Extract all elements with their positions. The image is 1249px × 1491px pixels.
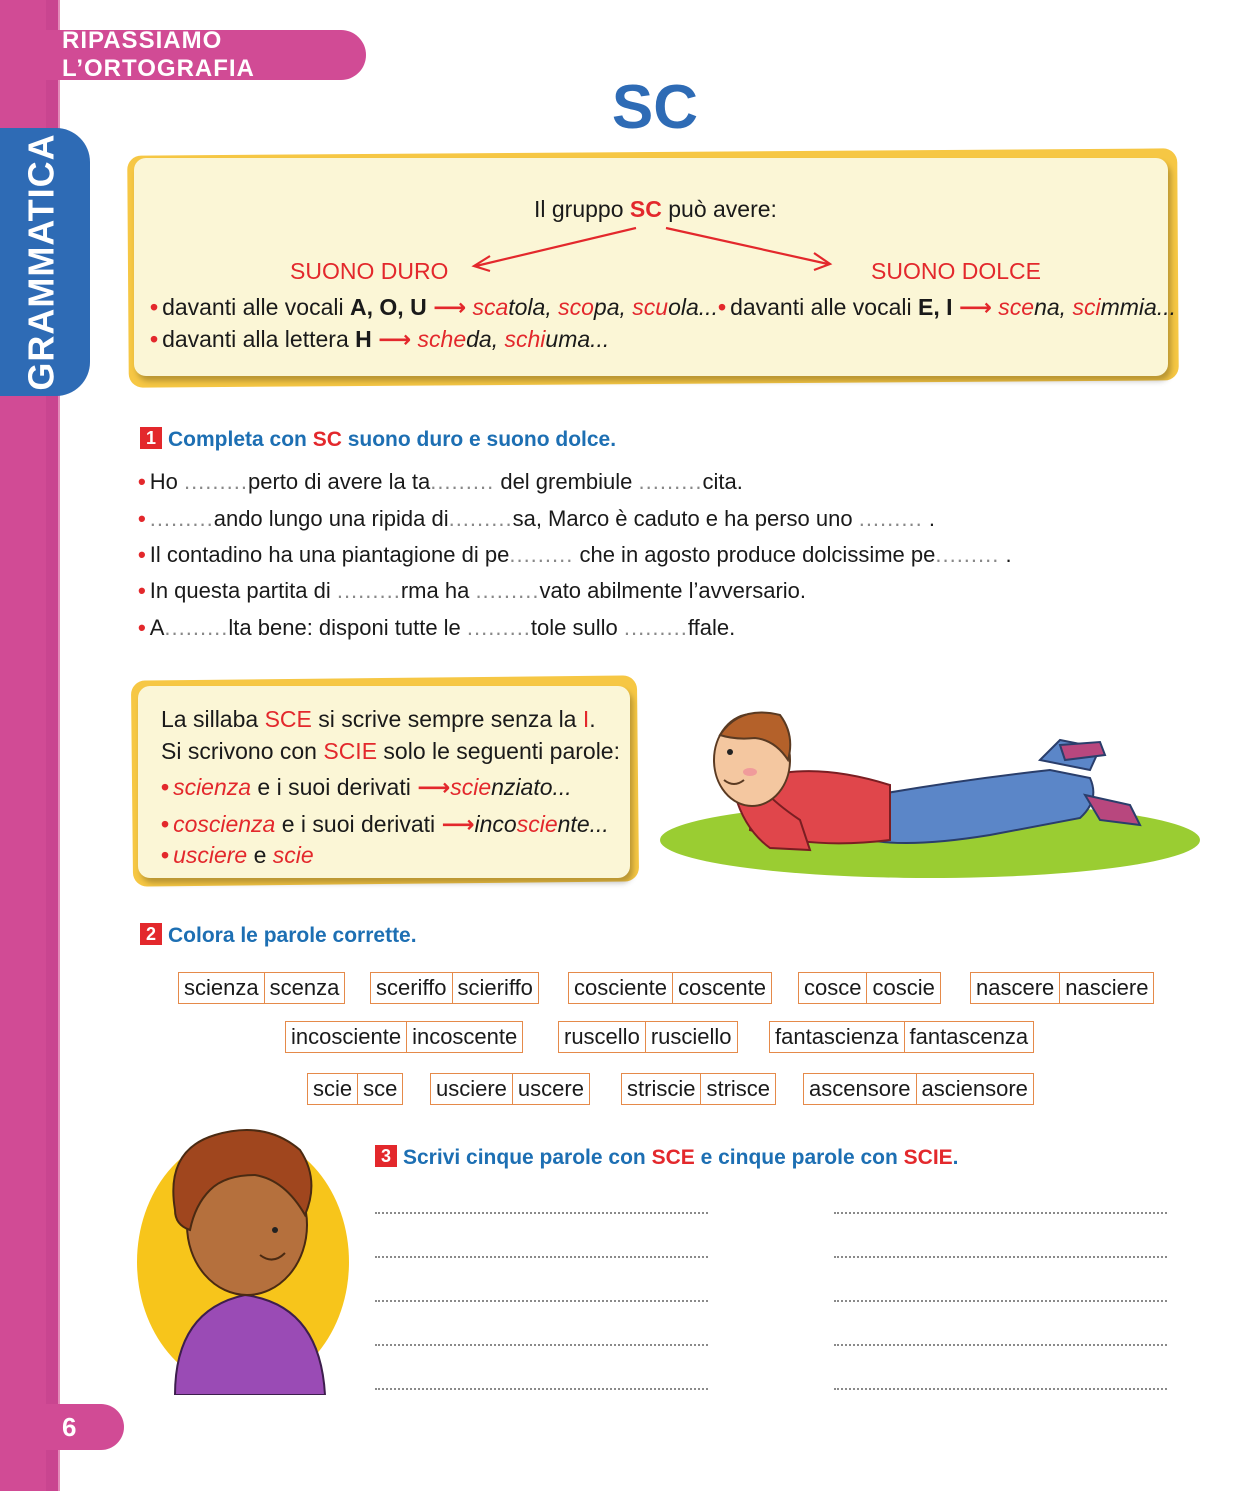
word-option[interactable]: ascensore bbox=[809, 1076, 911, 1101]
word-pair bbox=[568, 972, 772, 1004]
word-option[interactable]: scienza bbox=[184, 975, 259, 1000]
word-pair bbox=[430, 1073, 590, 1105]
answer-line-sce[interactable] bbox=[375, 1212, 708, 1214]
exercise3-heading: 3 Scrivi cinque parole con SCE e cinque parole con SCIE. bbox=[375, 1145, 959, 1170]
sce-rule-item-coscienza: • coscienza e i suoi derivati ⟶incosciente... bbox=[161, 811, 609, 837]
exercise2-number: 2 bbox=[140, 923, 162, 945]
word-pair bbox=[798, 972, 941, 1004]
grammar-side-text: GRAMMATICA bbox=[21, 133, 63, 391]
word-option[interactable]: usciere bbox=[436, 1076, 507, 1101]
sce-rule-item-usciere: • usciere e scie bbox=[161, 842, 314, 868]
grammar-side-label bbox=[12, 128, 72, 396]
word-option[interactable]: coscente bbox=[672, 973, 771, 1003]
soft-rule-vowels: • davanti alle vocali E, I ⟶ scena, scimmia... bbox=[718, 294, 1176, 320]
word-pair bbox=[178, 972, 345, 1004]
answer-line-sce[interactable] bbox=[375, 1388, 708, 1390]
page-title: SC bbox=[611, 73, 699, 142]
arrow-icon: ⟶ bbox=[378, 326, 412, 352]
arrow-icon: ⟶ bbox=[433, 294, 467, 320]
word-option[interactable]: sceriffo bbox=[376, 975, 447, 1000]
word-option[interactable]: incoscente bbox=[406, 1022, 522, 1052]
exercise1-line-5: • A.........lta bene: disponi tutte le .........tole sullo .........ffale. bbox=[138, 615, 736, 640]
arrow-icon: ⟶ bbox=[417, 774, 451, 800]
word-pair bbox=[803, 1073, 1034, 1105]
rule-intro: Il gruppo SC può avere: bbox=[534, 196, 777, 222]
boy-lying-illustration bbox=[660, 700, 1205, 885]
answer-line-scie[interactable] bbox=[834, 1212, 1167, 1214]
hard-rule-h: • davanti alla lettera H ⟶ scheda, schiuma... bbox=[150, 326, 610, 352]
word-option[interactable]: incosciente bbox=[291, 1024, 402, 1049]
word-option[interactable]: sce bbox=[357, 1074, 402, 1104]
exercise1-heading: 1 Completa con SC suono duro e suono dolce. bbox=[140, 427, 616, 452]
word-option[interactable]: fantascienza bbox=[775, 1024, 899, 1049]
word-option[interactable]: striscie bbox=[627, 1076, 696, 1101]
exercise1-line-3: • Il contadino ha una piantagione di pe......... che in agosto produce dolcissime pe......... . bbox=[138, 542, 1012, 567]
word-pair bbox=[307, 1073, 403, 1105]
sce-rule-line2: Si scrivono con SCIE solo le seguenti parole: bbox=[161, 738, 620, 764]
word-option[interactable]: ruscello bbox=[564, 1024, 640, 1049]
exercise1-line-4: • In questa partita di .........rma ha .........vato abilmente l’avversario. bbox=[138, 578, 807, 603]
answer-line-scie[interactable] bbox=[834, 1344, 1167, 1346]
word-option[interactable]: asciensore bbox=[916, 1074, 1033, 1104]
section-banner: RIPASSIAMO L’ORTOGRAFIA bbox=[36, 30, 366, 80]
answer-line-scie[interactable] bbox=[834, 1388, 1167, 1390]
word-pair bbox=[621, 1073, 776, 1105]
rule-arrows bbox=[460, 218, 850, 278]
answer-line-scie[interactable] bbox=[834, 1300, 1167, 1302]
answer-line-sce[interactable] bbox=[375, 1300, 708, 1302]
exercise3-number: 3 bbox=[375, 1145, 397, 1167]
exercise2-heading: 2 Colora le parole corrette. bbox=[140, 923, 417, 948]
word-pair bbox=[558, 1021, 738, 1053]
sce-rule-line1: La sillaba SCE si scrive sempre senza la I. bbox=[161, 706, 596, 732]
word-option[interactable]: uscere bbox=[512, 1074, 589, 1104]
rule-intro-sc: SC bbox=[629, 196, 662, 222]
exercise1-number: 1 bbox=[140, 427, 162, 449]
answer-line-scie[interactable] bbox=[834, 1256, 1167, 1258]
word-option[interactable]: strisce bbox=[700, 1074, 775, 1104]
page-number: 6 bbox=[0, 1404, 124, 1450]
word-option[interactable]: fantascenza bbox=[904, 1022, 1034, 1052]
word-option[interactable]: nascere bbox=[976, 975, 1055, 1000]
word-option[interactable]: rusciello bbox=[645, 1022, 737, 1052]
exercise1-line-2: • .........ando lungo una ripida di.........sa, Marco è caduto e ha perso uno ......... . bbox=[138, 506, 935, 531]
hard-rule-vowels: • davanti alle vocali A, O, U ⟶ scatola, scopa, scuola... bbox=[150, 294, 718, 320]
soft-sound-label: SUONO DOLCE bbox=[871, 258, 1041, 284]
word-option[interactable]: cosciente bbox=[574, 975, 667, 1000]
word-pair bbox=[970, 972, 1154, 1004]
hard-sound-label: SUONO DURO bbox=[290, 258, 449, 284]
word-pair bbox=[769, 1021, 1034, 1053]
word-option[interactable]: scie bbox=[313, 1076, 353, 1101]
word-option[interactable]: coscie bbox=[866, 973, 939, 1003]
word-option[interactable]: scenza bbox=[264, 973, 345, 1003]
answer-line-sce[interactable] bbox=[375, 1344, 708, 1346]
word-pair bbox=[370, 972, 539, 1004]
word-option[interactable]: nasciere bbox=[1059, 973, 1153, 1003]
answer-line-sce[interactable] bbox=[375, 1256, 708, 1258]
arrow-icon: ⟶ bbox=[441, 811, 475, 837]
word-option[interactable]: cosce bbox=[804, 975, 862, 1000]
sce-rule-item-scienza: • scienza e i suoi derivati ⟶scienziato... bbox=[161, 774, 572, 800]
arrow-icon: ⟶ bbox=[958, 294, 992, 320]
exercise1-line-1: • Ho .........perto di avere la ta......... del grembiule .........cita. bbox=[138, 469, 743, 494]
word-option[interactable]: scieriffo bbox=[452, 973, 538, 1003]
word-pair bbox=[285, 1021, 523, 1053]
child-illustration bbox=[135, 1120, 355, 1395]
